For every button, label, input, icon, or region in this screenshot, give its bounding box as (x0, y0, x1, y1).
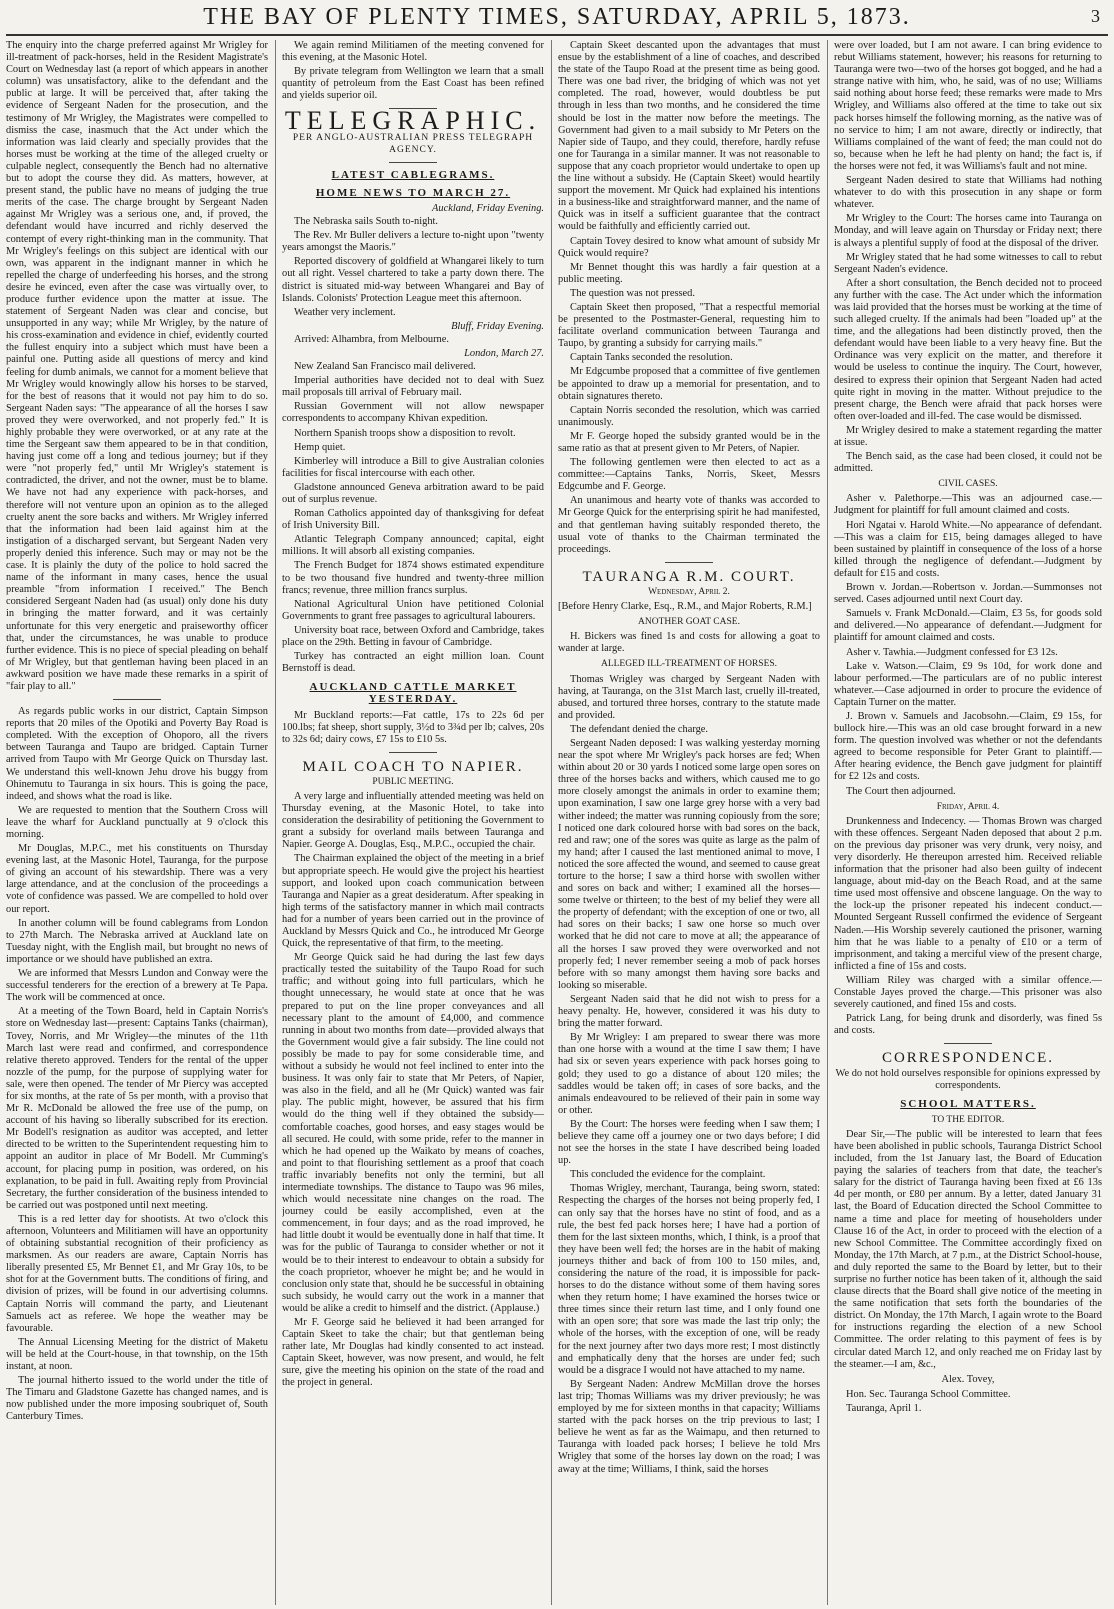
masthead (0, 0, 1114, 36)
column-rule (275, 40, 276, 1605)
editorial-wrigley: The enquiry into the charge preferred against Mr Wrigley for ill-treatment of pack-horses, held in the Resident Magistrate's Court on Wednesday last (a report of which appears in another column) was unsatisfactory, alike to the defendant and the public at large. It will be perceived that, after taking the evidence of Sergeant Naden for the prosecution, and the testimony of Mr Wrigley, the Magistrates were compelled to dismiss the case, inasmuch that the Act under which the information was laid clearly and specially provides that the horses must be working at the time of the alleged cruelty or culpable neglect, consequently the Bench had no alternative but to adopt the course they did. As matters, however, at present stand, the public have no means of judging the true merits of the case. The charge brought by Sergeant Naden against Mr Wrigley was a serious one, and, if proved, the defendant would have incurred and richly deserved the contempt of every right-thinking man in the community. That Mr Wrigley's feelings on this subject are identical with our own, was apparent in the indignant manner in which he repelled the charge of underfeeding his horses, and the strong desire he evinced, even after the case was virtually over, to produce further evidence upon the matter at issue. The statement of Sergeant Naden was clear and concise, but unsupported in any way; while Mr Wrigley, by the nature of his cross-examination and evidence in chief, evidently courted the fullest enquiry into a subject which must have been a painful one. Putting aside all questions of mercy and kind feeling for dumb animals, we cannot for a moment believe that Mr Wrigley would knowingly allow his horses to be starved, for the best of reasons that it would not pay him to do so. Sergeant Naden says: "The appearance of all the horses I saw proved they were overworked, and not properly fed." It is highly probable they were overworked, or at any rate at the time the Sergeant saw them appeared to be in that condition, having just come off a long and tedious journey; but if they were "not properly fed," until Mr Wrigley's statement is contradicted, the driver, and not the owner, must be to blame. We have not had any experience with pack-horses, and therefore will not venture upon an opinion as to the alleged cruelty anent the sore backs and withers. Mr Wrigley inferred that the information had been laid against him at the instigation of a discharged servant, but Sergeant Naden very properly denied this inference. Such may or may not be the case. It is plainly the duty of the police to hold sacred the name of the informant in many cases, hence the usual preamble "from information I received." The Bench considered Sergeant Naden had (as usual) only done his duty in bringing the matter forward, and it was certainly unfortunate for this very energetic and praiseworthy officer that, under the circumstances, he was unable to produce further evidence. This is no piece of special pleading on behalf of Mr Wrigley, but that gentleman having been placed in an awkward position we have made these remarks in a spirit of "fair play to all." (6, 40, 268, 692)
column-1 (6, 40, 268, 1605)
petroleum-note: By private telegram from Wellington we learn that a small quantity of petroleum from the East Coast has been refined and yields superior oil. (282, 66, 544, 102)
dateline: London, March 27. (464, 347, 544, 359)
horse-case-paragraph: Sergeant Naden deposed: I was walking yesterday morning near the spot where Mr Wrigley's pack horses are fed; When within about 20 or 30 yards I noticed some large open sores on three of the horses backs and withers, which caused me to go more closely amongst the animals in order to examine them; upon examination, I saw one large grey horse with a very bad wither indeed; the matter was running copiously from the sore; I noticed one dark coloured horse with bad sores on the back, red and raw; one of the sores was quite as large as the palm of my hand; after I caused the last mentioned animal to move, I noticed the sore affected the wound, and seemed to cause great torture to the horse; I saw a third horse with swollen wither and sores on back and wither; I examined all the horses—some twelve or thirteen; to the best of my belief they were all the property of defendant; with the exception of one or two, all had sores on their backs; I saw one horse so much over worked that he did not care to move at all; the appearance of all the horses I saw proved they were overworked and not properly fed; I never remember seeing a mob of pack horses before with so many amongst them having sore backs and looking so miserable. (558, 737, 820, 991)
civil-case: Asher v. Tawhia.—Judgment confessed for £3 12s. (846, 646, 1058, 658)
telegram-item: Hemp quiet. (294, 441, 346, 453)
meeting-paragraph: Captain Tanks seconded the resolution. (570, 352, 733, 364)
latest-cablegrams-heading: LATEST CABLEGRAMS. (331, 168, 495, 181)
column-2 (282, 40, 544, 1605)
agency-line: PER ANGLO-AUSTRALIAN PRESS TELEGRAPH AGENCY. (292, 132, 534, 155)
town-board-note: At a meeting of the Town Board, held in Captain Norris's store on Wednesday last—present: Captains Tanks (chairman), Tovey, Norris, and Mr Wrigley—the minutes of the 11th March last were read and confirmed, and correspondence relative thereto approved. Tenders for the rental of the upper nozzle of the pump, for the purpose of supplying water for sale, were then opened. The tender of Mr Piercy was accepted for six months, at the rate of 5s per month, with a proviso that Mr R. McDonald be allowed the free use of the pump, on account of his having so liberally subscribed for its erection. Mr Bodell's resignation as auditor was accepted, and letter directed to be written to the Superintendent requesting him to appoint an auditor in place of Mr Bodell. Mr Cumming's account, for placing pump in position, was ordered, on his explanation, to be paid in full. Awaiting reply from Provincial Secretary, the further consideration of the business intended to be carried out was postponed until next meeting. (6, 1006, 268, 1211)
school-matters-heading: SCHOOL MATTERS. (900, 1097, 1036, 1110)
divider (665, 562, 712, 563)
police-case: Drunkenness and Indecency. — Thomas Brown was charged with these offences. Sergeant Naden deposed that about 2 p.m. on the previous day prisoner was very drunk, very noisy, and very disorderly. He thereupon arrested him. Received reliable information that the prisoner had also been guilty of indecent language, about mid-day on the Beach Road, and at the same time used most offensive and obscene language. On the way to the lock-up the prisoner repeated his indecent conduct.—Mounted Sergeant Russell confirmed the evidence of Sergeant Naden.—His Worship severely cautioned the prisoner, warning him that he was liable to a penalty of £10 or a term of imprisonment, and taking a merciful view of the present charge, inflicted a fine of 15s and costs. (834, 815, 1102, 972)
horse-case-paragraph: The Bench said, as the case had been closed, it could not be admitted. (834, 451, 1102, 475)
meeting-paragraph: Mr Edgcumbe proposed that a committee of five gentlemen be appointed to draw up a memorial for presentation, and to obtain signatures thereto. (558, 366, 820, 402)
horse-case-paragraph: Sergeant Naden desired to state that Williams had nothing whatever to do with this prosecution in any shape or form whatever. (834, 175, 1102, 211)
signature-place: Tauranga, April 1. (846, 1402, 922, 1414)
column-rule (827, 40, 828, 1605)
meeting-paragraph: An unanimous and hearty vote of thanks was accorded to Mr George Quick for the enterprising spirit he had manifested, and that gentleman having suitably responded thereto, the usual vote of thanks to the Chairman terminated the proceedings. (558, 495, 820, 555)
meeting-paragraph: Mr Bennet thought this was hardly a fair question at a public meeting. (558, 261, 820, 285)
divider (113, 699, 160, 700)
public-meeting-subheading: PUBLIC MEETING. (372, 776, 454, 787)
meeting-paragraph: Captain Norris seconded the resolution, which was carried unanimously. (558, 404, 820, 428)
telegram-item: University boat race, between Oxford and Cambridge, takes place on the 29th. Betting in favour of Cambridge. (282, 624, 544, 649)
correspondence-heading: CORRESPONDENCE. (881, 1050, 1055, 1067)
civil-case: Lake v. Watson.—Claim, £9 9s 10d, for work done and labour performed.—The particulars are of no public interest whatever.—Case adjourned in order to procure the evidence of Captain Turner on the matter. (834, 660, 1102, 708)
court-date: Wednesday, April 2. (648, 586, 730, 597)
newspaper-title: THE BAY OF PLENTY TIMES, SATURDAY, APRIL 5, 1873. (203, 4, 911, 30)
telegram-item: Imperial authorities have decided not to deal with Suez mail proposals till arrival of February mail. (282, 375, 544, 399)
brewery-note: We are informed that Messrs Lundon and Conway were the successful tenderers for the erection of a brewery at Te Papa. The work will be commenced at once. (6, 968, 268, 1004)
meeting-paragraph: Mr F. George said he believed it had been arranged for Captain Skeet to take the chair; but that gentleman being rather late, Mr Douglas had kindly consented to act instead. Captain Skeet, however, was now present, and would, he felt sure, give the meeting his opinion on the state of the road and the project in general. (282, 1317, 544, 1389)
divider (389, 752, 436, 753)
police-case: Patrick Lang, for being drunk and disorderly, was fined 5s and costs. (834, 1013, 1102, 1037)
home-news-heading: HOME NEWS TO MARCH 27. (315, 186, 511, 199)
civil-case: Asher v. Palethorpe.—This was an adjourned case.—Judgment for plaintiff for full amount claimed and costs. (834, 493, 1102, 517)
horse-case-paragraph: By the Court: The horses were feeding when I saw them; I believe they came off a journey one or two days before; I did not see the horses in the state I have described being loaded up. (558, 1118, 820, 1167)
civil-case: Hori Ngatai v. Harold White.—No appearance of defendant.—This was a claim for £15, being damages alleged to have been sustained by plaintiff in consequence of the loss of a horse killed through the negligence of defendant.—Judgment by default for £15 and costs. (834, 519, 1102, 579)
telegram-item: The French Budget for 1874 shows estimated expenditure to be two thousand five hundred and twenty-three million francs; revenue, three million francs surplus. (282, 560, 544, 596)
court-bench: [Before Henry Clarke, Esq., R.M., and Major Roberts, R.M.] (558, 601, 812, 613)
meeting-paragraph: A very large and influentially attended meeting was held on Thursday evening, at the Masonic Hotel, to take into consideration the desirability of petitioning the Government to grant a subsidy for overland mails between Tauranga and Napier. George A. Douglas, Esq., M.P.C., occupied the chair. (282, 790, 544, 851)
court-heading: TAURANGA R.M. COURT. (582, 568, 796, 585)
telegraphic-heading: TELEGRAPHIC. (284, 106, 542, 136)
goat-case: H. Bickers was fined 1s and costs for allowing a goat to wander at large. (558, 631, 820, 655)
column-3 (558, 40, 820, 1605)
correspondence-disclaimer: We do not hold ourselves responsible for opinions expressed by correspondents. (835, 1067, 1101, 1091)
telegram-item: Russian Government will not allow newspaper correspondents to accompany Khivan expedition. (282, 401, 544, 425)
horse-case-paragraph: The defendant denied the charge. (570, 723, 708, 735)
letter-body: Dear Sir,—The public will be interested to learn that fees have been abolished in public schools, Tauranga District School included, from the 1st January last, the Board of Education paying the salaries of teachers from that date, the teacher's salary for the district of Tauranga having been fixed at £6 13s 4d per month, or £80 per annum. By a letter, dated January 31 last, the Board of Education directed the School Committee to name a time and place for meeting of householders under Clause 16 of the Act, in order to proceed with the election of a new School Committee. The Committee accordingly fixed on Monday, the 17th March, at 7 p.m., at the District School-house, and duly reported the same to the Board by letter, but to their surprise no further notice has been taken of it, although the said clause directs that the Board shall give notice of the meeting in the same notification that sets forth the boundaries of the district. On Monday, the 17th March, I again wrote to the Board for instructions regarding the election of a new School Committee. The order relating to this payment of fees is by circular dated March 12, and only reached me on Friday last by the steamer.—I am, &c., (834, 1128, 1102, 1370)
civil-case: J. Brown v. Samuels and Jacobsohn.—Claim, £9 15s, for bullock hire.—This was an old case brought forward in a new form. The question involved was whether or not the defendants agreed to become responsible for Peter Grant to plaintiff.—After hearing evidence, the Bench gave judgment for plaintiff for £2 12s and costs. (834, 710, 1102, 783)
horse-case-paragraph: After a short consultation, the Bench decided not to proceed any further with the case. The Act under which the information was laid provided that the horses must be working at the time of such alleged cruelty. If the animals had been "loaded up" at the time, and the allegations had been distinctly proved, then the defendant would have been liable to a very heavy fine. But the Ordinance was very explicit on the matter, and therefore it would be useless to continue the inquiry. The Court, however, desired to express their opinion that Sergeant Naden had acted quite right in moving in the matter. Without prejudice to the present charge, the Bench were afraid that pack horses were often over-loaded and ill-fed. The case would be dismissed. (834, 277, 1102, 422)
telegram-item: Gladstone announced Geneva arbitration award to be paid out of surplus revenue. (282, 481, 544, 505)
meeting-paragraph: Mr George Quick said he had during the last few days practically tested the suitability of the Taupo Road for such traffic; and without going into full particulars, which he thought unnecessary, he would state at once that he was prepared to put on the line proper conveyances and all necessary plant to the amount of £4,000, and commence running in about two months from date—provided always that the Government would give a fair subsidy. The line could not possibly be made to pay for some considerable time, and without a subsidy he would not feel inclined to enter into the business. It was only fair to state that Mr Peters, of Napier, was also in the field, and all he (Mr Quick) wanted was fair play. The public might, however, be assured that his firm would do the thing well if they obtained the subsidy—comfortable coaches, good horses, and easy stages would be all secured. He could, with some pride, refer to the manner in which he had opened up the Waikato by means of coaches, and point to that flourishing settlement as a proof that coach traffic invariably benefits not only the termini, but all intermediate townships. The distance to Taupo was 96 miles, which would necessitate nine changes on the road. The journey could be easily accomplished, even at the commencement, in four days; and as the road improved, he had little doubt it would be eventually done in half that time. It was for the public of Tauranga to consider whether or not it would be to their interest to endeavour to obtain a subsidy for the coach proprietor, whoever he might be; and he would in conclusion only state that, should he be successful in obtaining such subsidy, he would carry out the work in a manner that would be alike a credit to himself and the district. (Applause.) (282, 952, 544, 1314)
meeting-paragraph: Captain Skeet descanted upon the advantages that must ensue by the establishment of a line of coaches, and described the state of the Taupo Road at the present time as being good. There was one bad river, the bridging of which was not yet completed. The road, however, would doubtless be put through in less than two months, and he considered the time should be lost in the matter now before the meetings. The Government had given to a mail subsidy to Mr Peters on the Napier side of Taupo, and they could, therefore, hardly refuse one for Tauranga in a similar manner. It was not reasonable to suppose that any coach proprietor would undertake to open up the line without a subsidy. He (Captain Skeet) would heartily support the movement. Mr Quick had explained his intentions in a business-like and straightforward manner, and the name of Quick was in itself a sufficient guarantee that the contract would be faithfully and efficiently carried out. (558, 40, 820, 233)
divider (389, 162, 436, 163)
public-works-note: As regards public works in our district, Captain Simpson reports that 20 miles of the Opotiki and Poverty Bay Road is completed. With the exception of Ohoporo, all the rivers between Tauranga and Taupo are bridged. Captain Turner arrived from Taupo with Mr George Quick on Thursday last. We understand this well-known Jehu drove his buggy from Ohinemutu to Tauranga in six hours. This is going the pace, indeed, and shows what the road is like. (6, 706, 268, 802)
horse-case-paragraph: This concluded the evidence for the complaint. (570, 1169, 766, 1181)
mail-coach-heading: MAIL COACH TO NAPIER. (302, 758, 524, 775)
cattle-market-report: Mr Buckland reports:—Fat cattle, 17s to 22s 6d per 100.lbs; fat sheep, short supply, 3½d to 3¾d per lb; calves, 20s to 32s 6d; dairy cows, £7 15s to £10 5s. (282, 709, 544, 745)
telegram-item: Weather very inclement. (294, 306, 396, 318)
dateline: Bluff, Friday Evening. (451, 320, 544, 332)
telegram-item: Turkey has contracted an eight million loan. Count Bernstoff is dead. (282, 651, 544, 675)
meeting-paragraph: Captain Skeet then proposed, "That a respectful memorial be presented to the Postmaster-General, requesting him to facilitate overland communication between Tauranga and Taupo, by granting a subsidy for carrying mails." (558, 301, 820, 350)
douglas-meeting-note: Mr Douglas, M.P.C., met his constituents on Thursday evening last, at the Masonic Hotel, Tauranga, for the purpose of giving an account of his stewardship. There was a very large attendance, and at the conclusion of the proceedings a vote of confidence was passed. We are compelled to hold over our report. (6, 843, 268, 915)
horse-case-paragraph: Thomas Wrigley was charged by Sergeant Naden with having, at Tauranga, on the 31st March last, cruelly ill-treated, abused, and tortured three horses, contrary to the statute made and provided. (558, 673, 820, 721)
civil-cases-heading: CIVIL CASES. (938, 479, 998, 490)
cattle-market-heading: AUCKLAND CATTLE MARKET YESTERDAY. (309, 681, 517, 706)
meeting-paragraph: Mr F. George hoped the subsidy granted would be in the same ratio as that at present given to Mr Peters, of Napier. (558, 430, 820, 454)
meeting-paragraph: The question was not pressed. (570, 287, 695, 299)
dateline: Auckland, Friday Evening. (432, 202, 544, 214)
telegram-item: Kimberley will introduce a Bill to give Australian colonies facilities for fiscal intercourse with each other. (282, 455, 544, 479)
telegram-item: The Nebraska sails South to-night. (294, 216, 439, 228)
civil-case: Brown v. Jordan.—Robertson v. Jordan.—Summonses not served. Cases adjourned until next Court day. (834, 582, 1102, 606)
goat-case-heading: ANOTHER GOAT CASE. (638, 617, 740, 628)
page-number: 3 (1091, 6, 1100, 26)
horse-case-paragraph: Mr Wrigley desired to make a statement regarding the matter at issue. (834, 424, 1102, 448)
civil-case: Samuels v. Frank McDonald.—Claim, £3 5s, for goods sold and delivered.—No appearance of defendant.—Judgment for plaintiff for amount claimed and costs. (834, 608, 1102, 644)
horse-case-paragraph: Sergeant Naden said that he did not wish to press for a heavy penalty. He, however, considered it was his duty to bring the matter forward. (558, 993, 820, 1030)
meeting-paragraph: The following gentlemen were then elected to act as a committee:—Captains Tanks, Norris, Skeet, Messrs Edgcumbe and F. George. (558, 457, 820, 493)
meeting-paragraph: The Chairman explained the object of the meeting in a brief but appropriate speech. He would give the project his heartiest support, and looked upon coach communication between Tauranga and Napier as a great desideratum. After speaking in high terms of the satisfactory manner in which mail contracts had for a number of years been carried out in the province of Auckland by Messrs Quick and Co., he introduced Mr George Quick, the representative of that firm, to the meeting. (282, 853, 544, 950)
telegram-item: National Agricultural Union have petitioned Colonial Governments to grant free passages to agricultural labourers. (282, 598, 544, 622)
telegram-item: Northern Spanish troops show a disposition to revolt. (294, 427, 516, 439)
telegram-item: New Zealand San Francisco mail delivered. (294, 361, 476, 373)
column-4 (834, 40, 1102, 1605)
southern-cross-note: We are requested to mention that the Southern Cross will leave the wharf for Auckland punctually at 9 o'clock this morning. (6, 804, 268, 840)
horse-case-paragraph: Mr Wrigley stated that he had some witnesses to call to rebut Sergeant Naden's evidence. (834, 251, 1102, 275)
horse-case-paragraph: Thomas Wrigley, merchant, Tauranga, being sworn, stated: Respecting the charges of the horses not being properly fed, I can only say that the horses have no stint of food, and as a rule, the best fed pack horses here; I have had a portion of them for the last sixteen months, which, I think, is a proof that they have been well fed; the horses are in the habit of making journeys thither and back of from 100 to 150 miles, and, considering the nature of the road, it is impossible for pack-horses to do the distance without some of them having sores when they return home; I have examined the horses twice or three times since their return last time, and I only found one with an open sore; that sore was made the last trip only; the whole of the horses, with the exception of one, will be ready for the next journey after two days more rest; I most distinctly and emphatically deny that the horses are under fed; such would be a disgrace I would not have attached to my name. (558, 1183, 820, 1376)
to-editor-line: TO THE EDITOR. (931, 1114, 1005, 1125)
militia-reminder: We again remind Militiamen of the meeting convened for this evening, at the Masonic Hotel. (282, 40, 544, 64)
telegram-item: Arrived: Alhambra, from Melbourne. (294, 333, 449, 345)
telegram-item: Reported discovery of goldfield at Whangarei likely to turn out all right. Vessel chartered to take a party down there. The district is situated mid-way between Whangarei and Bay of Islands. Colonists' Protection League meet this afternoon. (282, 256, 544, 304)
horse-case-paragraph: By Mr Wrigley: I am prepared to swear there was more than one horse with a wound at the time I saw them; I have had six or seven years experience with pack horses going to gold; they used to go a distance of about 120 miles; the saddles would be taken off; in cases of sore backs, and the animals endeavoured to be relieved of their pain in some way or other. (558, 1032, 820, 1116)
civil-case: The Court then adjourned. (846, 785, 956, 797)
telegram-item: Roman Catholics appointed day of thanksgiving for defeat of Irish University Bill. (282, 508, 544, 532)
meeting-paragraph: Captain Tovey desired to know what amount of subsidy Mr Quick would require? (558, 235, 820, 259)
columns (6, 40, 1108, 1605)
friday-date: Friday, April 4. (936, 801, 1000, 812)
licensing-note: The Annual Licensing Meeting for the district of Maketu will be held at the Court-house, in that township, on the 15th instant, at noon. (6, 1336, 268, 1373)
horse-case-paragraph: Mr Wrigley to the Court: The horses came into Tauranga on Monday, and will leave again on Thursday or Friday next; there is always a plentiful supply of food at the disposal of the driver. (834, 213, 1102, 249)
column-rule (551, 40, 552, 1605)
cablegram-note: In another column will be found cablegrams from London to 27th March. The Nebraska arrived at Auckland late on Tuesday night, with the English mail, but brought no news of importance or we should have published an extra. (6, 917, 268, 965)
telegram-item: Atlantic Telegraph Company announced; capital, eight millions. It will absorb all existing companies. (282, 534, 544, 558)
telegram-item: The Rev. Mr Buller delivers a lecture to-night upon "twenty years amongst the Maoris." (282, 230, 544, 254)
police-case: William Riley was charged with a similar offence.—Constable Jayes proved the charge.—This prisoner was also severely cautioned, and fined 15s and costs. (834, 974, 1102, 1011)
masthead-rule (6, 34, 1108, 36)
journal-note: The journal hitherto issued to the world under the title of The Timaru and Gladstone Gazette has changed names, and is now published under the more imposing soubriquet of, South Canterbury Times. (6, 1375, 268, 1423)
signature-name: Alex. Tovey, (941, 1373, 995, 1385)
horse-case-paragraph: By Sergeant Naden: Andrew McMillan drove the horses last trip; Thomas Williams was my driver previously; he was employed by me for sixteen months in that capacity; Williams started with the pack horses on the trip previous to last; I believe he went as far as the Waimapu, and then returned to Tauranga with loaded pack horses; I believe he told Mrs Wrigley that some of the horses lay down on the road; I was away at the time; Williams, I think, said the horses (558, 1378, 820, 1475)
horse-case-paragraph: were over loaded, but I am not aware. I can bring evidence to rebut Williams statement, however; his reasons for returning to Tauranga were two—two of the horses got bogged, and he had a strange native with him, who, he said, was of no use; Williams said nothing about horse feed; these remarks were made to Mrs Wrigley, and Williams also offered at the time to take out six pack horses himself the following morning, as the native was of no service to him; I am not aware, directly or indirectly, that Williams complained of the want of feed; the man could not do so, because when he left he had plenty on hand; the fact is, if the horses were not fed, it was Williams's fault and not mine. (834, 40, 1102, 172)
horse-case-heading: ALLEGED ILL-TREATMENT OF HORSES. (600, 659, 778, 670)
divider (944, 1043, 992, 1044)
signature-title: Hon. Sec. Tauranga School Committee. (846, 1388, 1011, 1400)
shooting-note: This is a red letter day for shootists. At two o'clock this afternoon, Volunteers and Militiamen will have an opportunity of obtaining substantial recognition of their proficiency as marksmen. As our readers are aware, Captain Norris has liberally presented £5, Mr Bennet £1, and Mr Gray 10s, to be shot for at the Government butts. The conditions of firing, and division of prizes, will be found in our advertising columns. Captain Norris will command the party, and Lieutenant Samuels act as referee. We hope the weather may be favourable. (6, 1213, 268, 1334)
